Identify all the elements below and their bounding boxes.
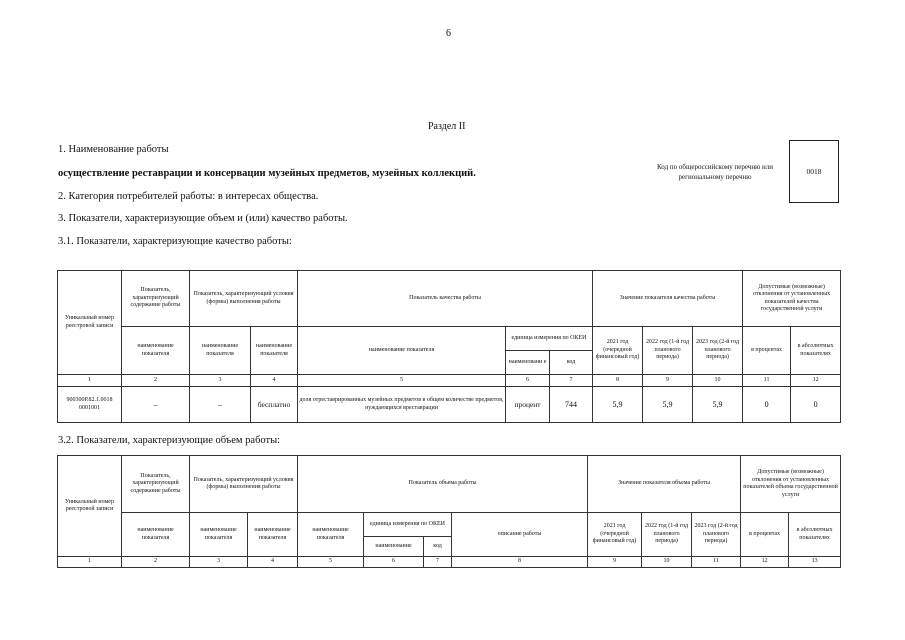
vt-col-num: 4 xyxy=(248,557,298,568)
vt-col-num: 2 xyxy=(122,557,190,568)
vt-col-num: 11 xyxy=(692,557,741,568)
vt-col-num: 7 xyxy=(424,557,452,568)
vt-h-code: код xyxy=(424,537,452,557)
qt-deviation-pct: 0 xyxy=(743,387,791,423)
qt-h-indicator-name: наименование показателя xyxy=(298,327,506,375)
work-name-value: осуществление реставрации и консервации музейных предметов, музейных коллекций. xyxy=(58,168,476,179)
vt-h-2022: 2022 год (1-й год планового периода) xyxy=(642,513,692,557)
qt-h-unit-name: наименовани е xyxy=(506,351,550,375)
vt-h-unique: Уникальный номер реестровой записи xyxy=(58,456,122,557)
quality-table xyxy=(57,270,841,423)
qt-h-values: Значение показателя качества работы xyxy=(593,271,743,327)
qt-col-num: 4 xyxy=(251,375,298,387)
vt-col-num: 13 xyxy=(789,557,841,568)
vt-col-num: 8 xyxy=(452,557,588,568)
qt-h-absolute: в абсолютных показателях xyxy=(791,327,841,375)
indicators-line: 3. Показатели, характеризующие объем и (или) качество работы. xyxy=(58,213,348,224)
qt-h-quality: Показатель качества работы xyxy=(298,271,593,327)
qt-deviation-abs: 0 xyxy=(791,387,841,423)
qt-col-num: 2 xyxy=(122,375,190,387)
volume-heading: 3.2. Показатели, характеризующие объем работы: xyxy=(58,435,281,446)
vt-col-num: 6 xyxy=(364,557,424,568)
vt-h-conditions: Показатель, характеризующий условия (формы) выполнения работы xyxy=(190,456,298,513)
vt-h-content: Показатель, характеризующий содержание работы xyxy=(122,456,190,513)
vt-col-num: 5 xyxy=(298,557,364,568)
vt-h-2021: 2021 год (очередной финансовый год) xyxy=(588,513,642,557)
qt-h-cond1: наименование показателя xyxy=(190,327,251,375)
vt-h-deviation: Допустимые (возможные) отклонения от установленных показателей объема государственной услуги xyxy=(741,456,841,513)
qt-unique-number: 900300Р.82.1.0018 0001001 xyxy=(58,387,122,423)
qt-col-num: 10 xyxy=(693,375,743,387)
vt-h-unit: единица измерения по ОКЕИ xyxy=(364,513,452,537)
qt-h-name: наименование показателя xyxy=(122,327,190,375)
vt-h-cond2: наименование показателя xyxy=(248,513,298,557)
vt-h-2023: 2023 год (2-й год планового периода) xyxy=(692,513,741,557)
qt-h-2023: 2023 год (2-й год планового периода) xyxy=(693,327,743,375)
vt-h-absolute: в абсолютных показателях xyxy=(789,513,841,557)
vt-col-num: 9 xyxy=(588,557,642,568)
section-title: Раздел II xyxy=(428,121,466,132)
qt-cond1: – xyxy=(190,387,251,423)
qt-h-percent: в процентах xyxy=(743,327,791,375)
vt-col-num: 3 xyxy=(190,557,248,568)
qt-h-2021: 2021 год (очередной финансовый год) xyxy=(593,327,643,375)
qt-content: – xyxy=(122,387,190,423)
qt-col-num: 12 xyxy=(791,375,841,387)
vt-h-cond1: наименование показателя xyxy=(190,513,248,557)
qt-col-num: 5 xyxy=(298,375,506,387)
qt-col-num: 8 xyxy=(593,375,643,387)
vt-h-name: наименование показателя xyxy=(122,513,190,557)
qt-col-num: 7 xyxy=(550,375,593,387)
volume-table xyxy=(57,455,841,568)
qt-h-unit: единица измерения по ОКЕИ xyxy=(506,327,593,351)
vt-h-description: описание работы xyxy=(452,513,588,557)
quality-heading: 3.1. Показатели, характеризующие качество работы: xyxy=(58,236,292,247)
qt-unit: процент xyxy=(506,387,550,423)
vt-col-num: 10 xyxy=(642,557,692,568)
qt-indicator: доля отреставрированных музейных предметов в общем количестве предметов, нуждающихся вреставрации xyxy=(298,387,506,423)
vt-h-volume: Показатель объема работы xyxy=(298,456,588,513)
registry-code-box xyxy=(789,140,839,203)
qt-h-code: код xyxy=(550,351,593,375)
vt-h-unit-name: наименование xyxy=(364,537,424,557)
qt-value-2022: 5,9 xyxy=(643,387,693,423)
qt-code: 744 xyxy=(550,387,593,423)
qt-col-num: 9 xyxy=(643,375,693,387)
qt-col-num: 11 xyxy=(743,375,791,387)
page-number: 6 xyxy=(446,28,451,39)
qt-value-2023: 5,9 xyxy=(693,387,743,423)
qt-col-num: 6 xyxy=(506,375,550,387)
registry-code-label: Код по общероссийскому перечню или региональному перечню xyxy=(656,163,774,181)
registry-code-value: 0018 xyxy=(806,167,822,176)
category-line: 2. Категория потребителей работы: в интересах общества. xyxy=(58,191,319,202)
work-name-label: 1. Наименование работы xyxy=(58,144,169,155)
qt-col-num: 1 xyxy=(58,375,122,387)
vt-col-num: 12 xyxy=(741,557,789,568)
qt-data-row xyxy=(58,387,841,423)
vt-col-num: 1 xyxy=(58,557,122,568)
qt-h-cond2: наименование показателя xyxy=(251,327,298,375)
qt-h-2022: 2022 год (1-й год планового периода) xyxy=(643,327,693,375)
vt-h-indicator-name: наименование показателя xyxy=(298,513,364,557)
vt-h-values: Значение показателя объема работы xyxy=(588,456,741,513)
qt-h-deviation: Допустимые (возможные) отклонения от установленных показателей качества государственной услуги xyxy=(743,271,841,327)
qt-value-2021: 5,9 xyxy=(593,387,643,423)
qt-col-num: 3 xyxy=(190,375,251,387)
vt-h-percent: в процентах xyxy=(741,513,789,557)
qt-h-unique: Уникальный номер реестровой записи xyxy=(58,271,122,375)
qt-cond2: бесплатно xyxy=(251,387,298,423)
qt-h-content: Показатель, характеризующий содержание работы xyxy=(122,271,190,327)
qt-h-conditions: Показатель, характеризующий условия (формы) выполнения работы xyxy=(190,271,298,327)
